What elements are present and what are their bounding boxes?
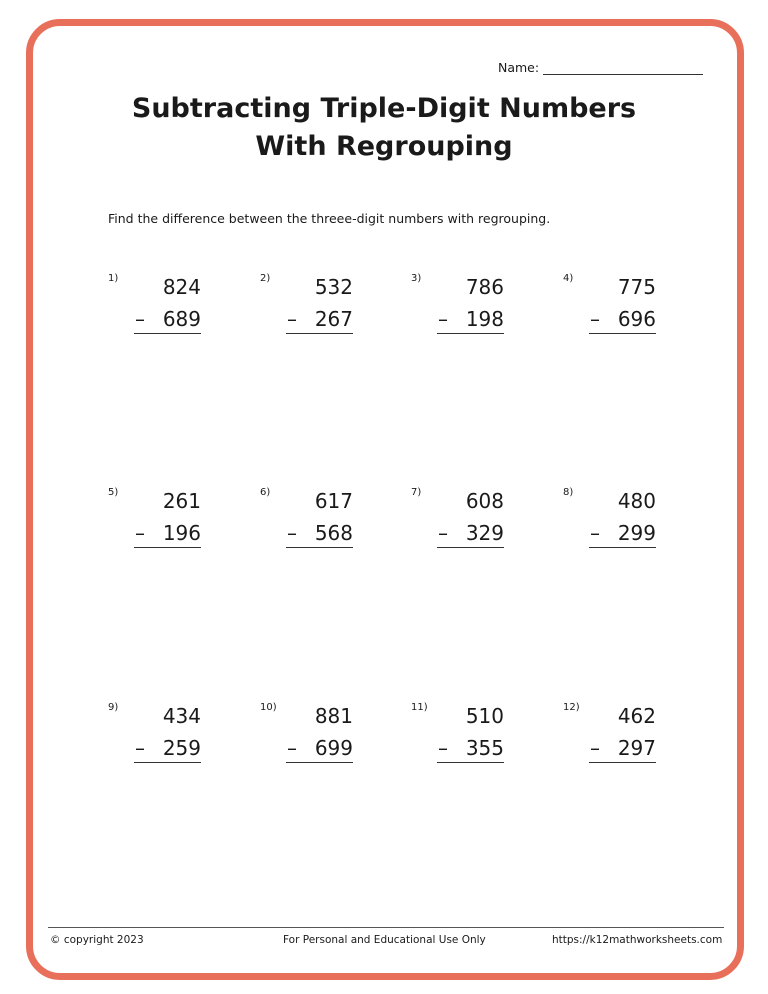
subtrahend-row [131, 736, 201, 760]
name-field [498, 60, 703, 75]
minus-sign: – [590, 736, 600, 760]
problem-number: 1) [108, 273, 119, 284]
subtrahend: 568 [314, 521, 353, 545]
problem-number: 11) [411, 702, 428, 713]
problem-number: 10) [260, 702, 277, 713]
minuend: 532 [314, 275, 353, 299]
subtrahend-row [586, 307, 656, 331]
minus-sign: – [287, 521, 297, 545]
minuend: 510 [465, 704, 504, 728]
problem-number: 9) [108, 702, 119, 713]
minus-sign: – [135, 521, 145, 545]
problem-number: 2) [260, 273, 271, 284]
footer-divider [48, 927, 724, 928]
answer-line [134, 547, 201, 548]
problem-9 [108, 702, 201, 772]
subtrahend: 355 [465, 736, 504, 760]
subtrahend: 267 [314, 307, 353, 331]
problem-number: 12) [563, 702, 580, 713]
minus-sign: – [590, 521, 600, 545]
subtrahend-row [131, 307, 201, 331]
problem-1 [108, 273, 201, 343]
problem-number: 3) [411, 273, 422, 284]
problem-2 [260, 273, 353, 343]
subtrahend: 696 [617, 307, 656, 331]
footer-copyright: © copyright 2023 [50, 934, 144, 946]
minus-sign: – [438, 521, 448, 545]
subtrahend-row [586, 736, 656, 760]
problem-12 [563, 702, 656, 772]
answer-line [589, 547, 656, 548]
problem-number: 8) [563, 487, 574, 498]
problem-number: 5) [108, 487, 119, 498]
name-line[interactable] [543, 61, 703, 75]
answer-line [286, 762, 353, 763]
minuend: 480 [617, 489, 656, 513]
problem-number: 6) [260, 487, 271, 498]
worksheet-title: Subtracting Triple-Digit Numbers With Regrouping [131, 93, 637, 162]
minuend: 261 [162, 489, 201, 513]
answer-line [589, 762, 656, 763]
answer-line [286, 333, 353, 334]
name-label: Name: [498, 60, 540, 75]
instructions: Find the difference between the threee-digit numbers with regrouping. [108, 211, 551, 226]
minus-sign: – [287, 307, 297, 331]
subtrahend: 299 [617, 521, 656, 545]
answer-line [134, 762, 201, 763]
problem-10 [260, 702, 353, 772]
minus-sign: – [135, 736, 145, 760]
subtrahend-row [131, 521, 201, 545]
subtrahend-row [283, 307, 353, 331]
minuend: 608 [465, 489, 504, 513]
subtrahend-row [434, 521, 504, 545]
minuend: 434 [162, 704, 201, 728]
problem-3 [411, 273, 504, 343]
problem-7 [411, 487, 504, 557]
problem-number: 7) [411, 487, 422, 498]
subtrahend-row [283, 521, 353, 545]
minus-sign: – [287, 736, 297, 760]
subtrahend-row [283, 736, 353, 760]
subtrahend-row [586, 521, 656, 545]
minuend: 617 [314, 489, 353, 513]
answer-line [437, 333, 504, 334]
problem-4 [563, 273, 656, 343]
problem-8 [563, 487, 656, 557]
subtrahend: 259 [162, 736, 201, 760]
minuend: 881 [314, 704, 353, 728]
subtrahend: 198 [465, 307, 504, 331]
subtrahend: 329 [465, 521, 504, 545]
minuend: 786 [465, 275, 504, 299]
minus-sign: – [438, 307, 448, 331]
subtrahend: 196 [162, 521, 201, 545]
problem-6 [260, 487, 353, 557]
subtrahend: 297 [617, 736, 656, 760]
subtrahend-row [434, 307, 504, 331]
answer-line [134, 333, 201, 334]
minus-sign: – [438, 736, 448, 760]
minus-sign: – [135, 307, 145, 331]
problem-number: 4) [563, 273, 574, 284]
minus-sign: – [590, 307, 600, 331]
answer-line [437, 547, 504, 548]
minuend: 462 [617, 704, 656, 728]
subtrahend: 699 [314, 736, 353, 760]
footer-usage: For Personal and Educational Use Only [283, 934, 486, 946]
subtrahend-row [434, 736, 504, 760]
minuend: 824 [162, 275, 201, 299]
problem-11 [411, 702, 504, 772]
minuend: 775 [617, 275, 656, 299]
problem-5 [108, 487, 201, 557]
answer-line [286, 547, 353, 548]
subtrahend: 689 [162, 307, 201, 331]
answer-line [589, 333, 656, 334]
footer-url: https://k12mathworksheets.com [552, 934, 723, 946]
answer-line [437, 762, 504, 763]
